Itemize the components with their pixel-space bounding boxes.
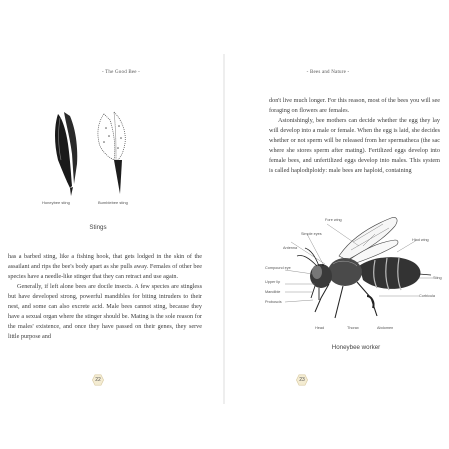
label-corbicula: Corbicula bbox=[419, 294, 436, 298]
running-head: - Bees and Nature - bbox=[306, 70, 350, 75]
honeybee-sting-drawing bbox=[55, 112, 77, 196]
paragraph: Generally, if left alone bees are docile insects. A few species are stingless but have developed strong, powerful mandibles for biting intruders to their nest, and some can also excrete acid. Male bees cannot sting, because they have a sexual organ where the stinger should be. Mating is the sole reason for the males' existence, and once they have passed on their genes, they serve little purpose and bbox=[8, 283, 202, 340]
bumblebee-sting-label: Bumblebee sting bbox=[98, 200, 128, 205]
stings-illustration bbox=[44, 108, 154, 198]
label-abdomen: Abdomen bbox=[377, 326, 394, 330]
page-number-text: 23 bbox=[299, 377, 305, 383]
body-text bbox=[269, 96, 440, 176]
paragraph: don't live much longer. For this reason, most of the bees you will see foraging on flowers are females. bbox=[269, 97, 440, 114]
page-number bbox=[92, 374, 104, 386]
paragraph: has a barbed sting, like a fishing hook, that gets lodged in the skin of the assailant and rips the bee's body apart as she pulls away. Females of other bee species have a needle-like stinger that they can retract and use again. bbox=[8, 253, 202, 280]
page-number-text: 22 bbox=[95, 377, 101, 383]
figure-caption: Stings bbox=[89, 224, 107, 231]
bumblebee-sting-drawing bbox=[98, 112, 125, 194]
paragraph: Astonishingly, bee mothers can decide whether the egg they lay will develop into a male or female. When the egg is laid, she decides whether or not sperm will be released from her spermatheca (the sac where she stores sperm after mating). Fertilized eggs develop into female bees, and unfertilized eggs develop into males. This system is called haplodiploidy: male bees are haploid, containing bbox=[269, 117, 440, 174]
running-head: - The Good Bee - bbox=[101, 70, 141, 75]
page-number bbox=[296, 374, 308, 386]
body-text bbox=[8, 252, 202, 342]
label-head: Head bbox=[315, 326, 325, 330]
label-mandible: Mandible bbox=[265, 290, 281, 294]
right-page bbox=[225, 0, 449, 449]
label-hind-wing: Hind wing bbox=[412, 238, 429, 242]
label-fore-wing: Fore wing bbox=[325, 218, 342, 222]
label-thorax: Thorax bbox=[347, 326, 359, 330]
honeybee-sting-label: Honeybee sting bbox=[42, 200, 70, 205]
label-proboscis: Proboscis bbox=[265, 300, 282, 304]
honeybee-illustration bbox=[263, 212, 443, 332]
label-antenna: Antenna bbox=[283, 246, 298, 250]
label-compound-eye: Compound eye bbox=[265, 266, 291, 270]
label-sting: Sting bbox=[433, 276, 442, 280]
figure-caption: Honeybee worker bbox=[331, 344, 381, 351]
left-page bbox=[0, 0, 224, 449]
label-upper-lip: Upper lip bbox=[265, 280, 281, 284]
label-simple-eyes: Simple eyes bbox=[301, 232, 322, 236]
